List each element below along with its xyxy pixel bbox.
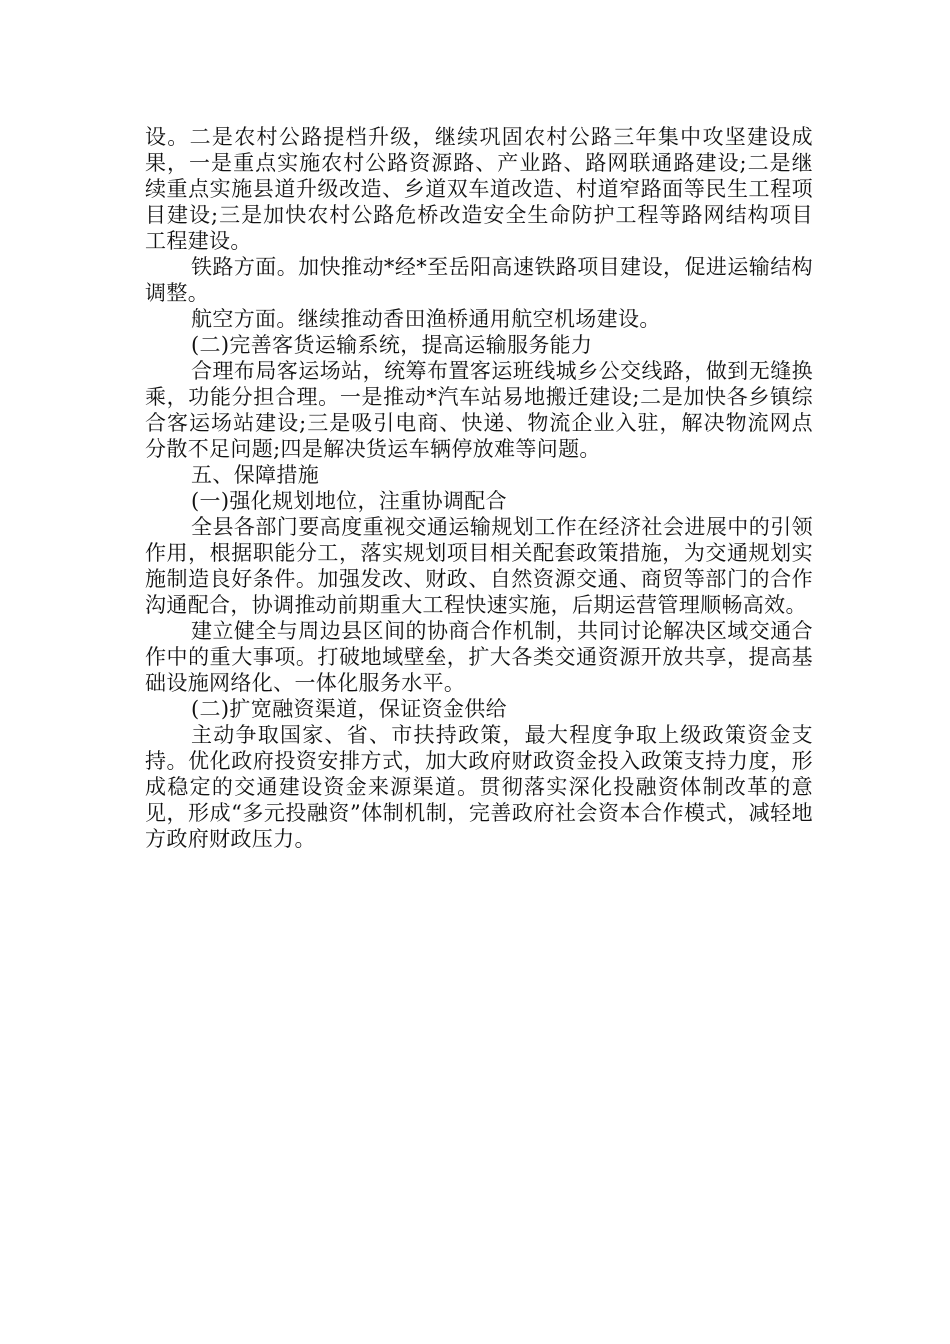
paragraph-rural-roads: 设。二是农村公路提档升级，继续巩固农村公路三年集中攻坚建设成果，一是重点实施农村公路资源路、产业路、路网联通路建设;二是继续重点实施县道升级改造、乡道双车道改造、村道窄路面等民生工程项目建设;三是加快农村公路危桥改造安全生命防护工程等路网结构项目工程建设。	[145, 125, 813, 253]
section-heading-safeguards: 五、保障措施	[191, 463, 320, 487]
section-heading-transport-system: (二)完善客货运输系统，提高运输服务能力	[191, 333, 593, 357]
document-body	[145, 124, 813, 852]
paragraph-passenger-stations: 合理布局客运场站，统筹布置客运班线城乡公交线路，做到无缝换乘，功能分担合理。一是推动*汽车站易地搬迁建设;二是加快各乡镇综合客运场站建设;三是吸引电商、快递、物流企业入驻，解决物流网点分散不足问题;四是解决货运车辆停放难等问题。	[145, 359, 813, 461]
subsection-heading-financing: (二)扩宽融资渠道，保证资金供给	[191, 697, 507, 721]
subsection-heading-planning: (一)强化规划地位，注重协调配合	[191, 489, 507, 513]
paragraph-funding-sources: 主动争取国家、省、市扶持政策，最大程度争取上级政策资金支持。优化政府投资安排方式，加大政府财政资金投入政策支持力度，形成稳定的交通建设资金来源渠道。贯彻落实深化投融资体制改革的意见，形成“多元投融资”体制机制，完善政府社会资本合作模式，减轻地方政府财政压力。	[145, 723, 813, 851]
paragraph-railway: 铁路方面。加快推动*经*至岳阳高速铁路项目建设，促进运输结构调整。	[145, 255, 813, 305]
paragraph-aviation: 航空方面。继续推动香田渔桥通用航空机场建设。	[191, 307, 661, 331]
paragraph-departments-coordination: 全县各部门要高度重视交通运输规划工作在经济社会进展中的引领作用，根据职能分工，落实规划项目相关配套政策措施，为交通规划实施制造良好条件。加强发改、财政、自然资源交通、商贸等部门的合作沟通配合，协调推动前期重大工程快速实施，后期运营管理顺畅高效。	[145, 515, 813, 617]
paragraph-regional-cooperation: 建立健全与周边县区间的协商合作机制，共同讨论解决区域交通合作中的重大事项。打破地域壁垒，扩大各类交通资源开放共享，提高基础设施网络化、一体化服务水平。	[145, 619, 813, 695]
